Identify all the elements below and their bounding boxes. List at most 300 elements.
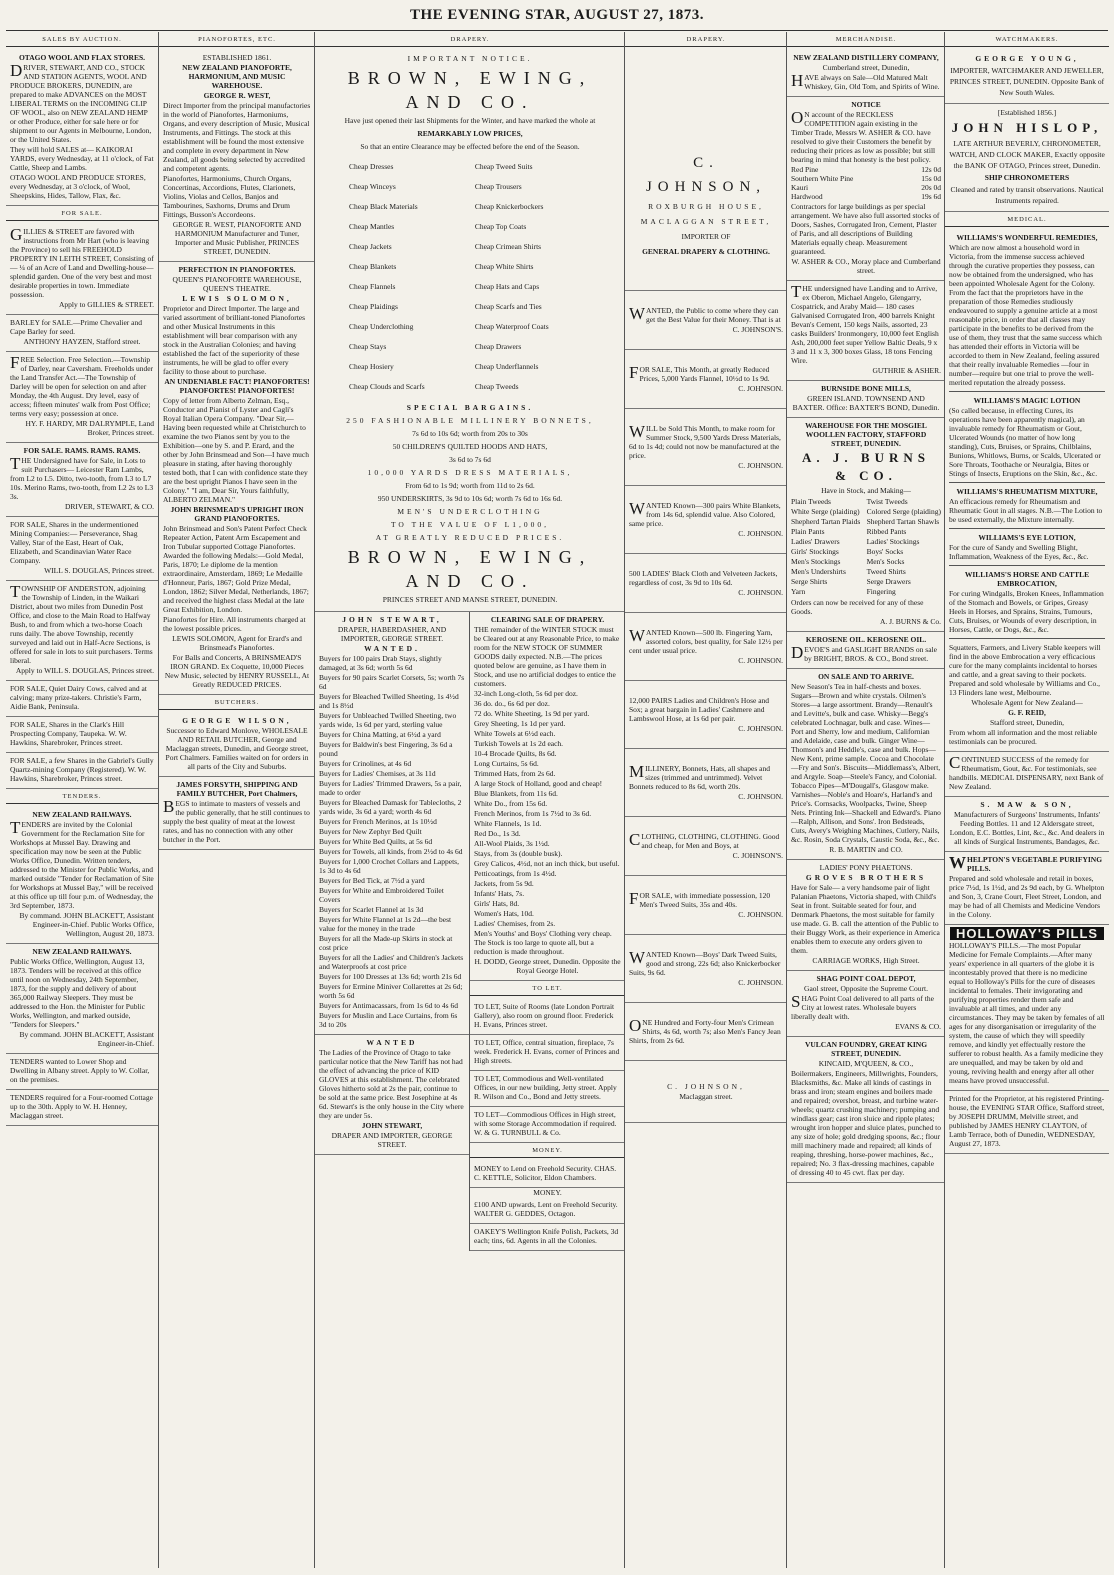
cheap-goods-item: Cheap Trousers <box>474 182 522 191</box>
holloway-banner <box>949 927 1105 940</box>
ad-signature: C. JOHNSON. <box>738 792 783 801</box>
ad-body: 500 LADIES' Black Cloth and Velveteen Jackets, regardless of cost, 3s 9d to 10s 6d. <box>629 569 778 587</box>
buyers-item: Buyers for Bed Tick, at 7½d a yard <box>319 876 425 885</box>
ad-johnson-10 <box>625 876 787 935</box>
cheap-goods-item: Cheap Mantles <box>349 222 395 231</box>
lower-drapery-row <box>315 612 625 1251</box>
ad-title: WHELPTON'S VEGETABLE PURIFYING PILLS. <box>949 853 1103 873</box>
ad-firm-name: BROWN, EWING, AND CO. <box>347 547 593 591</box>
clearing-item: 72 do. White Sheeting, 1s 9d per yard. <box>474 709 590 718</box>
ad-body: Squatters, Farmers, and Livery Stable keepers will find in the above Embrocation a very efficacious cure for the many complaints incidental to horses and cattle, and a great saving to their pockets. Prepared and sold wholesale by Williams and Co., 13 Flinders lane west, Melbourne. <box>949 643 1101 697</box>
ad-johnson-4 <box>625 486 787 554</box>
ad-holloway <box>945 925 1109 1091</box>
timber-price: 12s 0d <box>921 165 941 174</box>
ad-title: CLEARING SALE OF DRAPERY. <box>490 615 605 624</box>
ad-continued-success <box>945 752 1109 797</box>
buyers-item: Buyers for Muslin and Lace Curtains, from 6s 3d to 20s <box>319 1011 458 1029</box>
ad-body: FREE Selection. Free Selection.—Township of Darley, near Caversham. Freeholds under the Land Transfer Act.—The Township of Darley will be open for selection on and after Monday, the 4th August. Dry level, easy of access; fifteen minutes' walk from Post Office; terms very easy; possession at once. <box>10 353 154 418</box>
imprint <box>945 1091 1109 1154</box>
section-header-tolet: TO LET. <box>470 981 625 996</box>
buyers-item: Buyers for Bleached Damask for Tablecloths, 2 yards wide, 3s 6d a yard; worth 4s 6d <box>319 798 462 816</box>
ad-signature: ANTHONY HAYZEN, Stafford street. <box>23 337 141 346</box>
buyers-item: Buyers for White Bed Quilts, at 5s 6d <box>319 837 433 846</box>
ad-headline: REMARKABLY LOW PRICES, <box>417 129 523 138</box>
buyers-item: Buyers for Towels, all kinds, from 2½d to 4s 6d <box>319 847 463 856</box>
ad-body: 12,000 PAIRS Ladies and Children's Hose and Sox; a great bargain in Ladies' Cashmere and Lambswool Hose, at 1s 6d per pair. <box>629 696 770 723</box>
ad-body: THE undersigned have Landing and to Arrive, ex Oberon, Michael Angelo, Glengarry, Cospatrick, and Araby Maid— 180 cases Galvanised Corrugated Iron, 400 barrels Knight Bevan's Cement, 150 kegs Nails, assorted, 23 casks Builders' Ironmongery, 10,000 feet English Ash, 200,000 feet super Yellow Baltic Deals, 9 x 3 and 11 x 3, 300 boxes Glass, 18 tons Fencing Wire. <box>791 282 939 365</box>
ad-body: An efficacious remedy for Rheumatism and Rheumatic Gout in all stages. N.B.—The Lotion to be used externally, the Mixture internally. <box>949 497 1103 524</box>
ad-title: BURNSIDE BONE MILLS, <box>821 384 911 393</box>
ad-johnson-1 <box>625 291 787 350</box>
buyers-item: Buyers for 90 pairs Scarlet Corsets, 5s; worth 7s 6d <box>319 673 465 691</box>
ad-johnson-2 <box>625 350 787 409</box>
ad-headline: AN UNDENIABLE FACT! PIANOFORTES! PIANOFORTES! PIANOFORTES! <box>164 377 310 395</box>
ad-body: THE Undersigned have for Sale, in Lots to suit Purchasers— Leicester Ram Lambs, from L2 to L5. Ditto, two-tooth, from L3 to L7 10s. Merino Rams, two-tooth, from L2 2s to L3 3s. <box>10 454 154 501</box>
ad-body: Copy of letter from Alberto Zelman, Esq., Conductor and Pianist of Lyster and Cagli's Royal Italian Opera Company. "Dear Sir,—Having been requested while at Christchurch to examine the two Pianos sent by you to the Exhibition—one by S. and P. Erard, and the other by John Brinsmead and Son—I have much pleasure in stating, after having thoroughly tested both, that I can with confidence state they are the best upright Pianos I have seen in the Colony." "I am, Dear Sir, Yours faithfully, ALBERTO ZELMAN." <box>163 396 310 504</box>
masthead <box>0 0 1114 24</box>
ad-signature: LEWIS SOLOMON, Agent for Erard's and Brinsmead's Pianofortes. <box>172 634 302 652</box>
section-header-drapery-2: DRAPERY. <box>625 32 787 47</box>
ad-gabriels-gully <box>6 753 158 789</box>
burns-goods-item: Shepherd Tartan Shawls <box>866 517 940 526</box>
section-header-tenders: TENDERS. <box>6 789 158 804</box>
ad-body: FOR SALE, with immediate possession, 120 Men's Tweed Suits, 35s and 40s. <box>629 889 771 909</box>
ad-signature: WILL S. DOUGLAS, Princes street. <box>44 566 154 575</box>
ad-whelpton <box>945 852 1109 925</box>
cheap-goods-item: Cheap Hats and Caps <box>474 282 540 291</box>
ad-body: TENDERS are invited by the Colonial Government for the Reclamation Site for Workshops at Mussel Bay. Drawing and specification may now be seen at the Public Works Office, Dunedin. Written tenders, addressed to the Minister for Public Works, and marked outside "Tender for Reclamation of Site for Workshops at Mussel Bay," will be received at this office up till four p.m. of Wednesday, the 3rd September, 1873. <box>10 818 154 910</box>
cheap-goods-item: Cheap Drawers <box>474 342 522 351</box>
ad-body: From whom all information and the most reliable testimonials can be procured. <box>949 728 1098 746</box>
ad-headline: JOHN BRINSMEAD'S UPRIGHT IRON GRAND PIANOFORTES. <box>170 505 304 523</box>
ad-price: 7s 6d to 10s 6d; worth from 20s to 30s <box>412 429 528 438</box>
ad-firm-name: A. J. BURNS & CO. <box>802 450 930 483</box>
ad-subtitle: Gaol street, Opposite the Supreme Court. <box>804 984 928 993</box>
burns-goods-item: Men's Undershirts <box>791 567 846 576</box>
ad-vulcan-foundry <box>787 1037 945 1183</box>
ad-body: OAKEY'S Wellington Knife Polish, Packets, 3d each; tins, 6d. Agents in all the Colonies. <box>474 1227 619 1245</box>
clearing-item: Ladies' Chemises, from 2s. <box>474 919 556 928</box>
ad-gillies <box>6 224 158 315</box>
clearing-item: Grey Calicos, 4½d, not an inch thick, but useful. <box>474 859 620 868</box>
ad-bargain: 10,000 YARDS DRESS MATERIALS, <box>367 468 573 477</box>
ad-headline: SHIP CHRONOMETERS <box>984 173 1070 182</box>
ad-firm-name: C. JOHNSON, <box>645 155 767 195</box>
cheap-goods-item: Cheap Black Materials <box>349 202 418 211</box>
ad-johnson-7 <box>625 681 787 749</box>
ad-body: For curing Windgalls, Broken Knees, Inflammation of the Stomach and Bowels, or Gripes, Greasy Heels in Horses, and Sprains, Strains, Tumours, Cuts, Bruises, or Wounds of every description, in Horses, Cattle, or Dogs, &c., &c. <box>949 589 1104 634</box>
divider <box>949 638 1105 639</box>
ad-lower-shop <box>6 1054 158 1090</box>
ad-maw-son <box>945 797 1109 852</box>
ad-johnson-5 <box>625 554 787 613</box>
ad-bargain: AT GREATLY REDUCED PRICES. <box>375 533 565 542</box>
timber-price-row <box>791 183 941 192</box>
ad-body: BEGS to intimate to masters of vessels and the public generally, that he still continues to supply the best quality of meat at the lowest rates, and has no connection with any other butcher in the Port. <box>163 797 310 844</box>
ad-name: GEORGE R. WEST, <box>203 91 271 100</box>
ad-title: LADIES' PONY PHAETONS. <box>819 863 913 872</box>
ad-body: Direct Importer from the principal manufactories in the world of Pianofortes, Harmoniums, Organs, and every description of Music, Musical Instruments, and Fittings. The stock at this establishment will be found the most extensive and complete in every department in New Zealand, all goods being selected by accredited and competent agents. <box>163 101 311 173</box>
ad-body: GILLIES & STREET are favored with instructions from Mr Hart (who is leaving the Province) to sell his FREEHOLD PROPERTY IN LEITH STREET, Consisting of— ¼ of an Acre of Land and Dwelling-house—splendid garden. One of the very best and most desirable properties in town. Immediate possession. <box>10 225 154 299</box>
buyers-list <box>319 654 465 1029</box>
ad-headline: SPECIAL BARGAINS. <box>406 403 534 412</box>
ad-tolet-3 <box>470 1071 625 1107</box>
cheap-goods-item: Cheap Flannels <box>349 282 396 291</box>
clearing-item: Jackets, from 5s 9d. <box>474 879 534 888</box>
ad-money-2 <box>470 1197 625 1224</box>
ad-signature: EVANS & CO. <box>895 1022 941 1031</box>
clearing-item: Grey Sheeting, 1s 1d per yard. <box>474 719 566 728</box>
ad-body: Prepared and sold wholesale and retail in boxes, price 7½d, 1s 1½d, and 2s 9d each, by G. Whelpton and Son, 3, Crane Court, Fleet Street, London, and may be had of all Chemists and Medicine Vendors in the Colony. <box>949 874 1105 919</box>
ad-nz-railways-sleepers <box>6 944 158 1054</box>
cheap-goods-item: Cheap Jackets <box>349 242 392 251</box>
ad-signature: Apply to WILL S. DOUGLAS, Princes street. <box>15 666 154 675</box>
ad-title: WILLIAMS'S EYE LOTION, <box>978 533 1076 542</box>
buyers-item: Buyers for all the Made-up Skirts in stock at cost price <box>319 934 453 952</box>
burns-goods-list <box>791 496 941 597</box>
ad-signature: By command. JOHN BLACKETT, Assistant Engineer-in-Chief. <box>19 1030 154 1048</box>
section-header-forsale: FOR SALE. <box>6 206 158 221</box>
ad-body: HAVE always on Sale—Old Matured Malt Whiskey, Gin, Old Tom, and Spirits of Wine. <box>791 71 940 91</box>
ad-body: Which are now almost a household word in Victoria, from the immense success achieved through the curative properties they possess, can now be obtained from the undersigned, who has been appointed Wholesale Agent for the Colony. From the fact that the proprietors have in the preparation of those Remedies studiously endeavoured to supply a genuine article at a most reasonable price, in order that all classes may participate in the benefits to be derived from the use of them, they trust that the same success which has attended their efforts in Victoria will be accorded to them in New Zealand, feeling assured that their really invaluable Remedies —four in number—require but one trial to prove the well-merited reputation the already possess. <box>949 243 1102 387</box>
column-johnson-drapery <box>624 32 787 1568</box>
ad-subtitle: ROXBURGH HOUSE, <box>648 202 764 211</box>
ad-signature: C. JOHNSON. <box>738 461 783 470</box>
ad-signature: DRIVER, STEWART, & CO. <box>65 502 154 511</box>
buyers-item: Buyers for Ladies' Chemises, at 3s 11d <box>319 769 436 778</box>
ad-body: TENDERS wanted to Lower Shop and Dwelling in Albany street. Apply to W. Collar, on the premises. <box>10 1057 150 1084</box>
ad-established: [Established 1856.] <box>997 108 1057 117</box>
timber-name: Hardwood <box>791 192 823 201</box>
ad-barley <box>6 315 158 352</box>
burns-goods-left <box>791 496 860 597</box>
cheap-goods-list <box>319 161 621 401</box>
section-header-auction: SALES BY AUCTION. <box>6 32 158 47</box>
ad-subtitle: IMPORTER, WATCHMAKER AND JEWELLER, PRINCES STREET, DUNEDIN. Opposite Bank of New South Wales. <box>949 66 1105 97</box>
clearing-item: All-Wool Plaids, 3s 1½d. <box>474 839 550 848</box>
ad-body: FOR SALE, a few Shares in the Gabriel's Gully Quartz-mining Company (Registered). W. W. Hawkins, Sharebroker, Princes street. <box>10 756 154 783</box>
ad-body: THE remainder of the WINTER STOCK must be Cleared out at any Reasonable Price, to make room for the NEW STOCK OF SUMMER GOODS daily expected. N.B.—The prices quoted below are genuine, as I have them in Stock, and use no artificial dodges to entice the customers. <box>474 625 620 688</box>
clearing-item: Infants' Hats, 7s. <box>474 889 525 898</box>
burns-goods-item: Ribbed Pants <box>866 527 907 536</box>
ad-body: TOWNSHIP OF ANDERSTON, adjoining the Township of Linden, in the Waikari District, about two miles from Dunedin Post Office, and close to the Main Road to Halfway Bush, to and from which a two-horse Coach runs daily. The above Township, recently surveyed and laid out in Half-Acre Sections, is offered for sale in lots to suit purchasers. Terms liberal. <box>10 582 153 665</box>
ad-signature: C. JOHNSON'S. <box>732 325 783 334</box>
section-header-pianofortes: PIANOFORTES, ETC. <box>159 32 315 47</box>
ad-body: DEVOE'S and GASLIGHT BRANDS on sale by BRIGHT, BROS. & CO., Bond street. <box>791 643 937 663</box>
ad-kerosene <box>787 632 945 669</box>
buyers-item: Buyers for Antimacassars, from 1s 6d to 4s 6d <box>319 1001 458 1010</box>
ad-body: Successor to Edward Monlove, WHOLESALE AND RETAIL BUTCHER, George and Maclaggan streets, Dunedin, and George street, Port Chalmers. Families waited on for orders in all parts of the City and Suburbs. <box>165 726 309 771</box>
clearing-item: White Flannels, 1s 1d. <box>474 819 542 828</box>
burns-goods-item: Plain Pants <box>791 527 825 536</box>
ad-anderston <box>6 581 158 681</box>
ad-name: GEORGE WILSON, <box>182 716 292 725</box>
burns-goods-item: Boys' Socks <box>866 547 904 556</box>
ad-bone-mills <box>787 381 945 418</box>
clearing-item: Trimmed Hats, from 2s 6d. <box>474 769 556 778</box>
ad-body: FOR SALE, Shares in the Clark's Hill Prospecting Company, Taupeka. W. W. Hawkins, Sharebroker, Princes street. <box>10 720 127 747</box>
ad-johnson-6 <box>625 613 787 681</box>
ad-subtitle: DRAPER AND IMPORTER, GEORGE STREET. <box>331 1131 453 1149</box>
ad-signature: HY. F. HARDY, MR DALRYMPLE, Land Broker, Princes street. <box>25 419 154 437</box>
clearing-item: White Towels at 6½d each. <box>474 729 556 738</box>
ad-name: JOHN STEWART, <box>342 615 442 624</box>
ad-body: Men's Youths' and Boys' Clothing very cheap. The Stock is too large to quote all, but a reduction is made throughout. <box>474 929 612 956</box>
ad-title: SHAG POINT COAL DEPOT, <box>816 974 916 983</box>
burns-goods-item: Men's Stockings <box>791 557 841 566</box>
buyers-item: Buyers for Ladies' Trimmed Drawers, 5s a pair, made to order <box>319 779 462 797</box>
ad-title: VULCAN FOUNDRY, GREAT KING STREET, DUNEDIN. <box>804 1040 928 1058</box>
column-drapery-brown-ewing <box>314 32 625 1568</box>
ad-signature: C. JOHNSON. <box>738 910 783 919</box>
clearing-item: Stays, from 3s (double busk). <box>474 849 563 858</box>
masthead-title: THE EVENING STAR, AUGUST 27, 1873. <box>409 7 704 23</box>
burns-goods-item: Tweed Shirts <box>866 567 906 576</box>
cheap-goods-item: Cheap Clouds and Scarfs <box>349 382 425 391</box>
cheap-goods-item: Cheap Hosiery <box>349 362 394 371</box>
ad-bargain: 250 FASHIONABLE MILLINERY BONNETS, <box>346 416 594 425</box>
ad-subtitle: IMPORTER OF <box>681 232 731 241</box>
ad-johnson-8 <box>625 749 787 817</box>
clearing-item: Girls' Hats, 8d. <box>474 899 520 908</box>
ad-shag-point <box>787 971 945 1037</box>
ad-signature: A. J. BURNS & Co. <box>879 617 941 626</box>
ad-clearing-column <box>470 612 625 1251</box>
ad-dairy-cows <box>6 681 158 717</box>
ad-burns <box>787 418 945 632</box>
cheap-goods-item: Cheap Underflannels <box>474 362 539 371</box>
ad-body: They will hold SALES at— KAIKORAI YARDS, every Wednesday, at 11 o'clock, of Fat Cattle, Sheep and Lambs. <box>10 145 154 172</box>
section-header-watchmakers: WATCHMAKERS. <box>945 32 1109 47</box>
ad-body: Have just opened their last Shipments for the Winter, and have marked the whole at <box>344 116 596 125</box>
ad-body: ONE Hundred and Forty-four Men's Crimean Shirts, 4s 6d, worth 7s; also Men's Fancy Jean Shirts, from 2s 6d. <box>629 1016 781 1045</box>
buyers-item: Buyers for Bleached Twilled Sheeting, 1s 4½d and 1s 8½d <box>319 692 459 710</box>
ad-title: WILLIAMS'S WONDERFUL REMEDIES, <box>956 233 1098 242</box>
ad-bargain: MEN'S UNDERCLOTHING <box>397 507 543 516</box>
clearing-item: A large Stock of Holland, good and cheap! <box>474 779 603 788</box>
ad-name: G. F. REID, <box>1008 708 1046 717</box>
ad-on-sale <box>787 669 945 860</box>
imprint-text: Printed for the Proprietor, at his registered Printing-house, the EVENING STAR Office, Stafford street, by JOSEPH DRUMM, Melville street, and published by JAMES HENRY CLAYTON, of Lamb Terrace, both of Dunedin, WEDNESDAY, August 27, 1873. <box>949 1094 1105 1148</box>
ad-body: Pianofortes, Harmoniums, Church Organs, Concertinas, Accordions, Flutes, Clarionets, Violins, Violas and Cellos, Banjos and Tambourines, Saxhorns, Drums and Drum Fittings, Busson's Accordeons. <box>163 174 296 219</box>
ad-title: FOR SALE. RAMS. RAMS. RAMS. <box>23 446 141 455</box>
ad-headline: WANTED <box>366 1038 418 1047</box>
ad-groves <box>787 860 945 971</box>
ad-name: JAMES FORSYTH, SHIPPING AND FAMILY BUTCHER, Port Chalmers, <box>176 780 298 798</box>
ad-body: WANTED Known—500 lb. Fingering Yarn, assorted colors, best quality, for Sale 12½ per cent under usual price. <box>629 626 783 655</box>
ad-oakey <box>470 1224 625 1251</box>
ad-johnson-header <box>625 50 787 291</box>
timber-price: 20s 0d <box>921 183 941 192</box>
ad-body: FOR SALE, Shares in the undermentioned Mining Companies:— Perseverance, Shag Valley, Star of the East, Heart of Oak, Elizabeth, and Scandinavian Water Race Company. <box>10 520 139 565</box>
cheap-goods-item: Cheap Plaidings <box>349 302 398 311</box>
buyers-item: Buyers for White and Embroidered Toilet Covers <box>319 886 444 904</box>
burns-goods-item: Fingering <box>866 587 896 596</box>
ad-williams-remedies <box>945 230 1109 752</box>
burns-goods-item: Shepherd Tartan Plaids <box>791 517 861 526</box>
column-watchmakers-medical <box>944 32 1109 1568</box>
ad-james-forsyth <box>159 777 315 850</box>
holloway-logo: HOLLOWAY'S PILLS <box>950 927 1104 940</box>
ad-price: 3s 6d to 7s 6d <box>449 455 491 464</box>
ad-title: NEW ZEALAND RAILWAYS. <box>32 947 132 956</box>
ad-money-1 <box>470 1161 625 1188</box>
ad-title: PERFECTION IN PIANOFORTES. <box>178 265 296 274</box>
ad-body: OTAGO WOOL AND PRODUCE STORES, every Wednesday, at 3 o'clock, of Wool, Sheepskins, Hides, Tallow, Flax, &c. <box>10 173 146 200</box>
clearing-item: 36 do. do., 6s 6d per doz. <box>474 699 550 708</box>
ad-body: DRIVER, STEWART, AND CO., STOCK AND STATION AGENTS, WOOL AND PRODUCE BROKERS, DUNEDIN, are prepared to make ADVANCES on the MOST LIBERAL TERMS on the INCOMING CLIP OF WOOL, also on NEW ZEALAND HEMP or other Produce, either for sale here or for shipment to our Agents in Melbourne, London, or the United States. <box>10 61 152 144</box>
ad-body: TENDERS required for a Four-roomed Cottage up to the 30th. Apply to W. H. Henney, Maclaggan street. <box>10 1093 153 1120</box>
cheap-goods-item: Cheap Blankets <box>349 262 397 271</box>
ad-address: PRINCES STREET AND MANSE STREET, DUNEDIN. <box>382 595 558 604</box>
cheap-goods-item: Cheap Stays <box>349 342 387 351</box>
ad-johnson-9 <box>625 817 787 876</box>
ad-signature: C. JOHNSON. <box>738 978 783 987</box>
ad-title: NOTICE <box>851 100 881 109</box>
burns-goods-item: Serge Shirts <box>791 577 828 586</box>
ad-free-selection <box>6 352 158 443</box>
burns-goods-item: Ladies' Drawers <box>791 537 840 546</box>
burns-goods-item: Colored Serge (plaiding) <box>866 507 941 516</box>
ad-body: So that an entire Clearance may be effected before the end of the Season. <box>360 142 580 151</box>
ad-title: NEW ZEALAND DISTILLERY COMPANY, <box>793 53 939 62</box>
buyers-item: Buyers for 100 pairs Drab Stays, slightly damaged, at 3s 6d; worth 5s 6d <box>319 654 442 672</box>
ad-body: The Ladies of the Province of Otago to take particular notice that the New Tariff has not had the effect of advancing the price of KID GLOVES at this establishment. The celebrated Gloves hitherto sold at 2s the pair, continue to be sold at the same price. Best Josephine at 4s 6d. Stewart's is the only house in the City where they are under 5s. <box>319 1048 464 1120</box>
ad-firm-name: GROVES BROTHERS <box>805 873 927 882</box>
ad-body: Public Works Office, Wellington, August 13, 1873. Tenders will be received at this office until noon on Wednesday, 24th September, 1873, for the supply and delivery of about 365,000 Railway Sleepers. They must be addressed to the Hon. the Minister for Public Works, Wellington, and marked outside, "Tenders for Sleepers." <box>10 957 145 1029</box>
ad-body: SHAG Point Coal delivered to all parts of the City at lowest rates. Wholesale buyers liberally dealt with. <box>791 992 934 1021</box>
divider <box>949 482 1105 483</box>
ad-headline: GENERAL DRAPERY & CLOTHING. <box>642 247 770 256</box>
ad-signature: By command. JOHN BLACKETT, Assistant Engineer-in-Chief. Public Works Office, Wellington, August 20, 1873. <box>19 911 154 938</box>
ad-subtitle: Wholesale Agent for New Zealand— <box>971 698 1083 707</box>
ad-price: From 6d to 1s 9d; worth from 11d to 2s 6d. <box>405 481 535 490</box>
ad-body: ON account of the RECKLESS COMPETITION again existing in the Timber Trade, Messrs W. ASHER & CO. have resolved to give their Customers the benefit by reducing their prices as low as possible; but still bearing in mind that honesty is the best policy. <box>791 108 936 164</box>
ad-signature: Apply to GILLIES & STREET. <box>58 300 154 309</box>
clearing-item: Women's Hats, 10d. <box>474 909 534 918</box>
timber-name: Southern White Pine <box>791 174 854 183</box>
ad-asher-timber <box>787 97 945 281</box>
ad-signature: CARRIAGE WORKS, High Street. <box>812 956 920 965</box>
ad-stewart-wanted <box>315 612 469 1035</box>
ad-signature: C. JOHNSON. <box>738 588 783 597</box>
cheap-goods-item: Cheap Waterproof Coats <box>474 322 549 331</box>
ad-subtitle: Cumberland street, Dunedin, <box>822 63 910 72</box>
section-header-merchandise: MERCHANDISE. <box>787 32 945 47</box>
clearing-item: Blue Blankets, from 11s 6d. <box>474 789 558 798</box>
burns-goods-item: White Serge (plaiding) <box>791 507 860 516</box>
ad-body: WANTED Known—Boys' Dark Tweed Suits, good and strong, 22s 6d; also Knickerbocker Suits, 9s 6d. <box>629 948 781 977</box>
ad-title: WILLIAMS'S MAGIC LOTION <box>973 396 1081 405</box>
ad-notice: IMPORTANT NOTICE. <box>407 54 533 63</box>
ad-subtitle: LATE ARTHUR BEVERLY, CHRONOMETER, WATCH, AND CLOCK MAKER, Exactly opposite the BANK OF OTAGO, Princes street, Dunedin. <box>949 139 1105 170</box>
clearing-item: Turkish Towels at 1s 2d each. <box>474 739 564 748</box>
timber-name: Red Pine <box>791 165 819 174</box>
column-merchandise <box>786 32 945 1568</box>
section-header-money: MONEY. <box>470 1143 625 1158</box>
ad-headline: WANTED. <box>364 644 420 653</box>
ad-body: HOLLOWAY'S PILLS.—The most Popular Medicine for Female Complaints.—After many years' experience in all quarters of the globe it is incontestably proved that there is no medicine equal to Holloway's Pills for the cure of diseases incidental to females. Their invigorating and purifying properties render them safe and invaluable at all times, and under any circumstances. They may be taken by females of all ages for any disorganisation or irregularity of the system, the cause of which they will speedily remove, and kindly yet effectually restore the sufferer to robust health. As a family medicine they are unequalled, and may be taken by old and young, reviving health and energy after all other means have proved unsuccessful. <box>949 941 1105 1085</box>
buyers-item: Buyers for 1,000 Crochet Collars and Lappets, 1s 3d to 4s 6d <box>319 857 459 875</box>
ad-body: For Balls and Concerts, A BRINSMEAD'S IRON GRAND. Ex Coquette, 10,000 Pieces New Music, selected by HENRY RUSSELL, At Greatly REDUCED PRICES. <box>164 653 310 689</box>
burns-goods-item: Girls' Stockings <box>791 547 839 556</box>
ad-guthrie-asher <box>787 281 945 381</box>
ad-title: OTAGO WOOL AND FLAX STORES. <box>18 53 146 62</box>
ad-george-west <box>159 50 315 262</box>
ad-body: CLOTHING, CLOTHING, CLOTHING. Good and cheap, for Men and Boys, at <box>629 830 780 850</box>
burns-goods-item: Plain Tweeds <box>791 497 831 506</box>
ad-subtitle: QUEEN'S PIANOFORTE WAREHOUSE, QUEEN'S THEATRE. <box>172 275 302 293</box>
ad-bargain: 950 UNDERSKIRTS, 3s 9d to 10s 6d; worth 7s 6d to 16s 6d. <box>377 494 563 503</box>
ad-body: Orders can now be received for any of these Goods. <box>791 598 924 616</box>
ad-bargain: TO THE VALUE OF L1,000, <box>390 520 550 529</box>
ad-body: WANTED, the Public to come where they can get the Best Value for their Money. That is at <box>629 304 781 324</box>
ad-name: C. JOHNSON, <box>667 1082 745 1091</box>
ad-body: Pianofortes for Hire. All instruments charged at the lowest possible prices. <box>163 615 306 633</box>
buyers-item: Buyers for Crinolines, at 4s 6d <box>319 759 412 768</box>
ad-body: TO LET, Office, central situation, fireplace, 7s week. Frederick H. Evans, corner of Princes and High streets. <box>474 1038 620 1065</box>
ad-body: Proprietor and Direct Importer. The large and varied assortment of brilliant-toned Pianofortes and other Musical Instruments in this establishment will bear comparison with any stock in the Australian Colonies; and having established the fact of the superiority of these instruments, he will be glad to offer every facility to those about to purchase. <box>163 304 306 376</box>
ad-signature: C. JOHNSON'S. <box>732 851 783 860</box>
ad-title: NEW ZEALAND RAILWAYS. <box>32 810 132 819</box>
ad-george-young <box>945 50 1109 104</box>
ad-body: Contractors for large buildings as per special arrangement. We have also full assorted stocks of Doors, Sashes, Corrugated Iron, Cement, Plaster of Paris, and all descriptions of Building Materials equally cheap. Measurement guaranteed. <box>791 202 940 256</box>
ad-signature: GEORGE R. WEST, PIANOFORTE AND HARMONIUM Manufacturer and Tuner, Importer and Music Publisher, PRINCES STREET, DUNEDIN. <box>172 220 302 256</box>
buyers-item: Buyers for 100 Dresses at 13s 6d; worth 21s 6d <box>319 972 462 981</box>
cheap-goods-right <box>475 161 591 401</box>
ad-signature: W. ASHER & CO., Moray place and Cumberland street. <box>791 257 941 275</box>
ad-body: MILLINERY, Bonnets, Hats, all shapes and sizes (trimmed and untrimmed). Velvet Bonnets reduced to 8s 6d, worth 20s. <box>629 762 770 791</box>
ad-body: John Brinsmead and Son's Patent Perfect Check Repeater Action, Patent Arm Escapement and Iron Tubular supported Cottage Pianofortes. Awarded the following Medals:—Gold Medal, Paris, 1870; Le diplome de la mention extraordinaire, Amsterdam, 1869; Le Medaille d'Honneur, Paris, 1867; Gold Prize Medal, London, 1862; Silver Medal, Netherlands, 1867; and received the highest class Medal at the late Great Exhibition, London. <box>163 524 309 614</box>
ad-name: LEWIS SOLOMON, <box>182 294 292 303</box>
buyers-item: Buyers for Unbleached Twilled Sheeting, two yards wide, 1s 6d per yard, sterling value <box>319 711 457 729</box>
ad-signature: H. DODD, George street, Dunedin. Opposite the Royal George Hotel. <box>474 957 621 975</box>
cheap-goods-item: Cheap Scarfs and Ties <box>474 302 542 311</box>
clearing-item: 10-4 Brocade Quilts, 8s 6d. <box>474 749 557 758</box>
divider <box>949 391 1105 392</box>
ad-distillery <box>787 50 945 97</box>
ad-title: WILLIAMS'S HORSE AND CATTLE EMBROCATION, <box>964 570 1090 588</box>
ad-title: WILLIAMS'S RHEUMATISM MIXTURE, <box>956 487 1098 496</box>
ad-subtitle: DRAPER, HABERDASHER, AND IMPORTER, GEORGE STREET. <box>337 625 447 643</box>
timber-name: Kauri <box>791 183 809 192</box>
cheap-goods-item: Cheap Winceys <box>349 182 396 191</box>
ad-body: FOR SALE, This Month, at greatly Reduced Prices, 5,000 Yards Flannel, 10½d to 1s 9d. <box>629 363 770 383</box>
section-header-medical: MEDICAL. <box>945 212 1109 227</box>
timber-price-list <box>791 165 941 201</box>
ad-otago-wool <box>6 50 158 206</box>
ad-body: TO LET—Commodious Offices in High street, with some Storage Accommodation if required. W. & G. TURNBULL & Co. <box>474 1110 617 1137</box>
divider <box>949 565 1105 566</box>
ad-title: ON SALE AND TO ARRIVE. <box>818 672 914 681</box>
clearing-item: 32-inch Long-cloth, 5s 6d per doz. <box>474 689 578 698</box>
clearing-list <box>474 689 621 928</box>
ad-clarks-hill <box>6 717 158 753</box>
section-header-butchers: BUTCHERS. <box>159 695 315 710</box>
ad-body: FOR SALE, Quiet Dairy Cows, calved and at calving; many prize-takers. Christie's Farm, Aidie Bank, Peninsula. <box>10 684 147 711</box>
ad-clearing-sale <box>470 612 625 981</box>
timber-price-row <box>791 174 941 183</box>
ad-body: TO LET, Suite of Rooms (late London Portrait Gallery), also room on ground floor. Frederick H. Evans, Princes street. <box>474 1002 615 1029</box>
ad-title: NEW ZEALAND PIANOFORTE, HARMONIUM, AND MUSIC WAREHOUSE. <box>182 63 292 90</box>
ad-body: WILL be Sold This Month, to make room for Summer Stock, 9,500 Yards Dress Materials, 6d to 1s 4d; could not now be manufactured at the price. <box>629 422 781 460</box>
ad-subtitle: Have in Stock, and Making— <box>821 486 911 495</box>
section-header-drapery: DRAPERY. <box>315 32 625 47</box>
ad-johnson-3 <box>625 409 787 486</box>
ad-bargain: 50 CHILDREN'S QUILTED HOODS AND HATS, <box>392 442 548 451</box>
buyers-item: Buyers for Ermine Miniver Collarettes at 2s 6d; worth 5s 6d <box>319 982 463 1000</box>
ad-johnson-11 <box>625 935 787 1003</box>
